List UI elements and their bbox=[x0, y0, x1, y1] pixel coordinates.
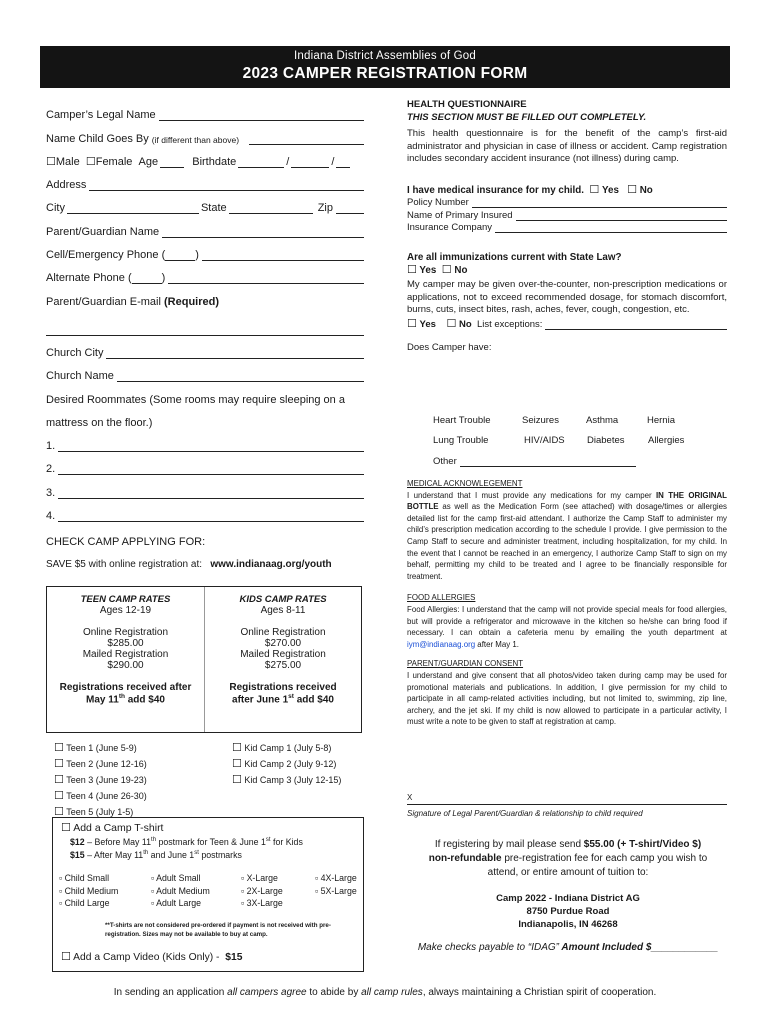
mail-line-3: attend, or entire amount of tuition to: bbox=[487, 867, 649, 878]
gender-age-row bbox=[46, 145, 364, 168]
roommates-row bbox=[46, 382, 364, 405]
paren-open: ( bbox=[127, 272, 132, 285]
roommate-number: 3. bbox=[46, 486, 56, 499]
insurance-no-label: No bbox=[639, 184, 653, 196]
male-label: Male bbox=[55, 155, 80, 168]
insurance-yes-label: Yes bbox=[602, 184, 619, 196]
insurance-company-row bbox=[407, 221, 727, 234]
condition-item[interactable]: Allergies bbox=[648, 435, 685, 446]
church-name-row bbox=[46, 359, 364, 382]
primary-insured-label: Name of Primary Insured bbox=[407, 209, 513, 221]
email-field[interactable] bbox=[46, 326, 364, 336]
kid-camp-option[interactable]: ☐ Kid Camp 1 (July 5-8) bbox=[232, 741, 332, 754]
other-condition-row bbox=[433, 456, 636, 467]
kid-camp-option[interactable]: ☐ Kid Camp 2 (July 9-12) bbox=[232, 757, 337, 770]
signature-field[interactable] bbox=[407, 793, 727, 805]
kids-mailed-label: Mailed Registration bbox=[240, 649, 326, 660]
birth-month-field[interactable] bbox=[238, 158, 284, 168]
state-field[interactable] bbox=[229, 204, 313, 214]
alt-phone-label: Alternate Phone bbox=[46, 272, 125, 285]
size-option[interactable]: ▫ Child Large bbox=[59, 898, 110, 908]
teen-online-price: $285.00 bbox=[107, 638, 144, 649]
size-option[interactable]: ▫ 2X-Large bbox=[241, 885, 283, 896]
roommate-number: 1. bbox=[46, 440, 56, 453]
registration-url[interactable]: www.indianaag.org/youth bbox=[210, 559, 332, 571]
kids-online-label: Online Registration bbox=[240, 627, 326, 638]
roommate-2-row bbox=[46, 452, 364, 475]
goes-by-field[interactable] bbox=[249, 135, 364, 145]
church-city-label: Church City bbox=[46, 346, 104, 359]
condition-item[interactable]: Diabetes bbox=[587, 435, 625, 446]
city-field[interactable] bbox=[67, 204, 199, 214]
consent-text: I understand and give consent that all photos/video taken during camp may be used for promotional materials and publications. In addition, I give permission for my child to participate in all camp-related activities including, but not limited to, swimming, zip line, archery, and the jet ski. If my child is now allowed to participate in a particular activity, I must write a note to be given to staff at registration at camp. bbox=[407, 670, 727, 727]
size-option[interactable]: ▫ 5X-Large bbox=[315, 885, 357, 896]
camp-rates-table bbox=[46, 586, 362, 733]
food-allergies-title: FOOD ALLERGIES bbox=[407, 593, 476, 603]
insurance-no-checkbox[interactable]: ☐ bbox=[627, 182, 637, 196]
birth-day-field[interactable] bbox=[291, 158, 329, 168]
roommate-3-row bbox=[46, 475, 364, 498]
paren-close: ) bbox=[195, 249, 199, 262]
parent-name-field[interactable] bbox=[162, 228, 364, 238]
check-camp-heading: CHECK CAMP APPLYING FOR: bbox=[46, 536, 206, 549]
policy-field[interactable] bbox=[472, 198, 727, 208]
teen-rates-cell bbox=[47, 587, 204, 732]
goes-by-row bbox=[46, 121, 364, 144]
otc-permission: My camper may be given over-the-counter, non-prescription medications or applications, not to exceed recommended dosage, for stomach discomfort, burns, cuts, insect bites, rash, aches, fever, cough, congestion, etc. bbox=[407, 279, 727, 315]
medical-ack-text: I understand that I must provide any medications for my camper IN THE ORIGINAL BOTTLE as well as the Medication Form (see attached) with dosage/times or allergies detailed list for the camp first-aid attendant. I authorize the Camp Staff to administer my child’s prescription medication according to the schedule I provide. I give permission to the Camp Staff to secure and administer treatment, including hospitalization, for my child. In the event that I cannot be reached in an emergency, I authorize Camp Staff to sign on my behalf, permitting my child to be treated and I agree to be financially responsible for treatment. bbox=[407, 490, 727, 581]
immunization-answer-row: ☐ Yes ☐ No bbox=[407, 263, 468, 276]
condition-item[interactable]: Heart Trouble bbox=[433, 415, 491, 426]
email-line-row bbox=[46, 308, 364, 336]
cell-area-code-field[interactable] bbox=[165, 251, 195, 261]
consent-title: PARENT/GUARDIAN CONSENT bbox=[407, 659, 524, 669]
footer-statement: In sending an application all campers agree to abide by all camp rules, always maintaining a Christian spirit of cooperation. bbox=[113, 987, 657, 998]
roommates-label: Desired Roommates (Some rooms may require sleeping on a bbox=[46, 393, 345, 406]
check-camp-row bbox=[46, 522, 364, 548]
teen-mailed-price: $290.00 bbox=[107, 660, 144, 671]
size-option[interactable]: ▫ Adult Medium bbox=[151, 885, 210, 896]
organization-name: Indiana District Assemblies of God bbox=[294, 50, 476, 62]
address-field[interactable] bbox=[89, 181, 364, 191]
teen-online-label: Online Registration bbox=[82, 627, 169, 638]
tshirt-price-2: $15 – After May 11th and June 1st postmarks bbox=[70, 850, 242, 860]
parent-row bbox=[46, 214, 364, 237]
paren-close: ) bbox=[161, 272, 166, 285]
size-column-adult bbox=[151, 872, 210, 910]
birth-year-field[interactable] bbox=[336, 158, 350, 168]
size-column-xx bbox=[315, 872, 357, 897]
roommates-row-2 bbox=[46, 406, 364, 429]
roommate-4-row bbox=[46, 499, 364, 522]
save-text: SAVE $5 with online registration at: bbox=[46, 559, 203, 571]
size-option[interactable]: ▫ X-Large bbox=[241, 873, 278, 883]
size-option[interactable]: ▫ Adult Small bbox=[151, 873, 201, 883]
size-option[interactable]: ▫ Child Small bbox=[59, 873, 110, 883]
address-label: Address bbox=[46, 179, 87, 192]
health-questionnaire bbox=[407, 99, 727, 353]
date-slash: / bbox=[331, 155, 335, 168]
video-option[interactable]: ☐ Add a Camp Video (Kids Only) - $15 bbox=[61, 950, 243, 963]
teen-late-note-2: May 11th add $40 bbox=[86, 693, 165, 706]
health-subtitle: THIS SECTION MUST BE FILLED OUT COMPLETELY. bbox=[407, 112, 647, 123]
kids-online-price: $270.00 bbox=[264, 638, 302, 649]
address-row bbox=[46, 168, 364, 191]
email-label: Parent/Guardian E-mail bbox=[46, 295, 161, 308]
insurance-company-field[interactable] bbox=[495, 223, 727, 233]
city-state-zip-row bbox=[46, 191, 364, 214]
mailing-address bbox=[407, 892, 729, 931]
address-line: Indianapolis, IN 46268 bbox=[518, 919, 618, 930]
teen-late-note: Registrations received after bbox=[59, 682, 192, 693]
birthdate-label: Birthdate bbox=[192, 155, 237, 168]
paren-open: ( bbox=[161, 249, 166, 262]
zip-label: Zip bbox=[317, 202, 333, 215]
address-line: 8750 Purdue Road bbox=[526, 906, 610, 917]
condition-item[interactable]: HIV/AIDS bbox=[524, 435, 565, 446]
condition-item[interactable]: Seizures bbox=[522, 415, 559, 426]
age-field[interactable] bbox=[160, 158, 184, 168]
save-row bbox=[46, 548, 364, 570]
camper-info-section bbox=[46, 98, 364, 570]
tshirt-note: **T-shirts are not considered pre-ordered if payment is not received with pre- registration. Sizes may not be available to buy at camp. bbox=[105, 922, 331, 938]
immunization-question: Are all immunizations current with State Law? bbox=[407, 252, 622, 263]
mail-line-2: non-refundable pre-registration fee for each camp you wish to bbox=[428, 853, 708, 864]
email-required-note: (Required) bbox=[164, 295, 220, 308]
cell-phone-field[interactable] bbox=[202, 251, 364, 261]
parent-name-label: Parent/Guardian Name bbox=[46, 225, 160, 238]
insurance-question-row bbox=[407, 183, 727, 196]
food-allergies-text: Food Allergies: I understand that the camp will not provide special meals for food allergies, but will provide a refrigerator and microwave in the kitchen so he/she can bring food if necessary. I can obtain a cafeteria menu by emailing the youth department at iym@indianaag.org after May 1. bbox=[407, 604, 727, 649]
church-city-field[interactable] bbox=[106, 349, 364, 359]
medical-ack-title: MEDICAL ACKNOWLEGEMENT bbox=[407, 479, 523, 488]
youth-email-link[interactable]: iym@indianaag.org bbox=[407, 639, 476, 649]
roommate-3-field[interactable] bbox=[58, 489, 364, 499]
amount-field[interactable]: ____________ bbox=[651, 942, 719, 953]
exceptions-field[interactable] bbox=[545, 320, 727, 330]
mail-registration-info bbox=[407, 838, 729, 955]
cell-phone-label: Cell/Emergency Phone bbox=[46, 249, 159, 262]
teen-ages: Ages 12-19 bbox=[99, 605, 152, 616]
alt-area-code-field[interactable] bbox=[132, 274, 162, 284]
condition-item[interactable]: Asthma bbox=[586, 415, 619, 426]
payable-line: Make checks payable to “IDAG” Amount Included $____________ bbox=[417, 942, 719, 953]
teen-camp-option[interactable]: ☐ Teen 5 (July 1-5) bbox=[54, 805, 134, 818]
condition-item[interactable]: Lung Trouble bbox=[433, 435, 489, 446]
otc-no-checkbox[interactable]: ☐ bbox=[446, 316, 457, 330]
signature-x: X bbox=[407, 793, 413, 802]
mail-line-1: If registering by mail please send $55.00 (+ T-shirt/Video $) bbox=[434, 839, 702, 850]
roommate-4-field[interactable] bbox=[58, 512, 364, 522]
alt-phone-field[interactable] bbox=[168, 274, 364, 284]
policy-label: Policy Number bbox=[407, 197, 469, 208]
legal-name-field[interactable] bbox=[159, 111, 364, 121]
size-column-child bbox=[59, 872, 118, 910]
policy-row bbox=[407, 196, 727, 209]
teen-mailed-label: Mailed Registration bbox=[82, 649, 169, 660]
exceptions-label: List exceptions: bbox=[476, 318, 543, 330]
kid-camp-options bbox=[232, 740, 341, 788]
immun-no-checkbox[interactable]: ☐ bbox=[441, 263, 452, 276]
health-intro: This health questionnaire is for the benefit of the camp’s first-aid administrator and physician in case of illness or accident. Camp registration includes secondary accident insurance (not illness) during camp. bbox=[407, 128, 727, 164]
form-header bbox=[40, 46, 730, 88]
acknowledgements bbox=[407, 478, 727, 728]
size-option[interactable]: ▫ 4X-Large bbox=[315, 873, 357, 883]
tshirt-price-1: $12 – Before May 11th postmark for Teen & June 1st for Kids bbox=[70, 837, 303, 847]
female-label: Female bbox=[95, 155, 133, 168]
church-name-field[interactable] bbox=[117, 372, 364, 382]
age-label: Age bbox=[138, 155, 159, 168]
roommate-1-row bbox=[46, 429, 364, 452]
teen-camp-option[interactable]: ☐ Teen 1 (June 5-9) bbox=[54, 741, 137, 754]
kids-late-note: Registrations received bbox=[229, 682, 337, 693]
kids-rates-cell bbox=[204, 587, 361, 732]
kids-rates-title: KIDS CAMP RATES bbox=[239, 594, 327, 605]
health-title: HEALTH QUESTIONNAIRE bbox=[407, 99, 527, 110]
goes-by-label: Name Child Goes By bbox=[46, 132, 149, 145]
roommate-number: 4. bbox=[46, 510, 56, 523]
church-name-label: Church Name bbox=[46, 370, 114, 383]
primary-insured-row bbox=[407, 208, 727, 221]
female-checkbox[interactable]: ☐ bbox=[85, 154, 96, 168]
kids-ages: Ages 8-11 bbox=[260, 605, 306, 616]
tshirt-option[interactable]: ☐ Add a Camp T-shirt bbox=[61, 821, 164, 834]
teen-camp-options bbox=[54, 740, 147, 820]
alt-phone-row bbox=[46, 261, 364, 284]
male-checkbox[interactable]: ☐ bbox=[46, 154, 56, 168]
size-option[interactable]: ▫ 3X-Large bbox=[241, 898, 283, 908]
date-slash: / bbox=[286, 155, 290, 168]
legal-name-label: Camper’s Legal Name bbox=[46, 109, 156, 122]
size-column-x bbox=[241, 872, 283, 910]
otc-yes-checkbox[interactable]: ☐ bbox=[407, 316, 417, 330]
teen-camp-option[interactable]: ☐ Teen 2 (June 12-16) bbox=[54, 757, 147, 770]
size-option[interactable]: ▫ Adult Large bbox=[151, 898, 202, 908]
kid-camp-option[interactable]: ☐ Kid Camp 3 (July 12-15) bbox=[232, 773, 342, 786]
insurance-company-label: Insurance Company bbox=[407, 222, 493, 233]
state-label: State bbox=[200, 202, 227, 215]
address-line: Camp 2022 - Indiana District AG bbox=[496, 893, 640, 904]
kids-mailed-price: $275.00 bbox=[264, 660, 302, 671]
legal-name-row bbox=[46, 98, 364, 121]
insurance-yes-checkbox[interactable]: ☐ bbox=[589, 182, 600, 196]
roommates-label-2: mattress on the floor.) bbox=[46, 416, 153, 429]
size-option[interactable]: ▫ Child Medium bbox=[59, 885, 119, 896]
email-row bbox=[46, 284, 364, 307]
immun-yes-checkbox[interactable]: ☐ bbox=[407, 263, 417, 276]
form-title: 2023 CAMPER REGISTRATION FORM bbox=[242, 65, 528, 82]
signature-label: Signature of Legal Parent/Guardian & relationship to child required bbox=[407, 809, 643, 818]
condition-item[interactable]: Hernia bbox=[647, 415, 675, 426]
teen-camp-option[interactable]: ☐ Teen 3 (June 19-23) bbox=[54, 773, 147, 786]
roommate-1-field[interactable] bbox=[58, 442, 364, 452]
other-label: Other bbox=[433, 456, 457, 467]
conditions-label: Does Camper have: bbox=[407, 341, 492, 353]
goes-by-note: (if different than above) bbox=[151, 134, 240, 145]
teen-rates-title: TEEN CAMP RATES bbox=[80, 594, 171, 605]
city-label: City bbox=[46, 202, 65, 215]
otc-answer-row: ☐ Yes ☐ No List exceptions: bbox=[407, 317, 727, 330]
roommate-number: 2. bbox=[46, 463, 56, 476]
zip-field[interactable] bbox=[336, 204, 364, 214]
teen-camp-option[interactable]: ☐ Teen 4 (June 26-30) bbox=[54, 789, 147, 802]
church-city-row bbox=[46, 336, 364, 359]
tshirt-box bbox=[52, 817, 364, 972]
kids-late-note-2: after June 1st add $40 bbox=[232, 693, 334, 706]
roommate-2-field[interactable] bbox=[58, 465, 364, 475]
insurance-question: I have medical insurance for my child. bbox=[407, 184, 584, 196]
primary-insured-field[interactable] bbox=[516, 211, 727, 221]
cell-row bbox=[46, 238, 364, 261]
other-condition-field[interactable] bbox=[460, 457, 636, 467]
